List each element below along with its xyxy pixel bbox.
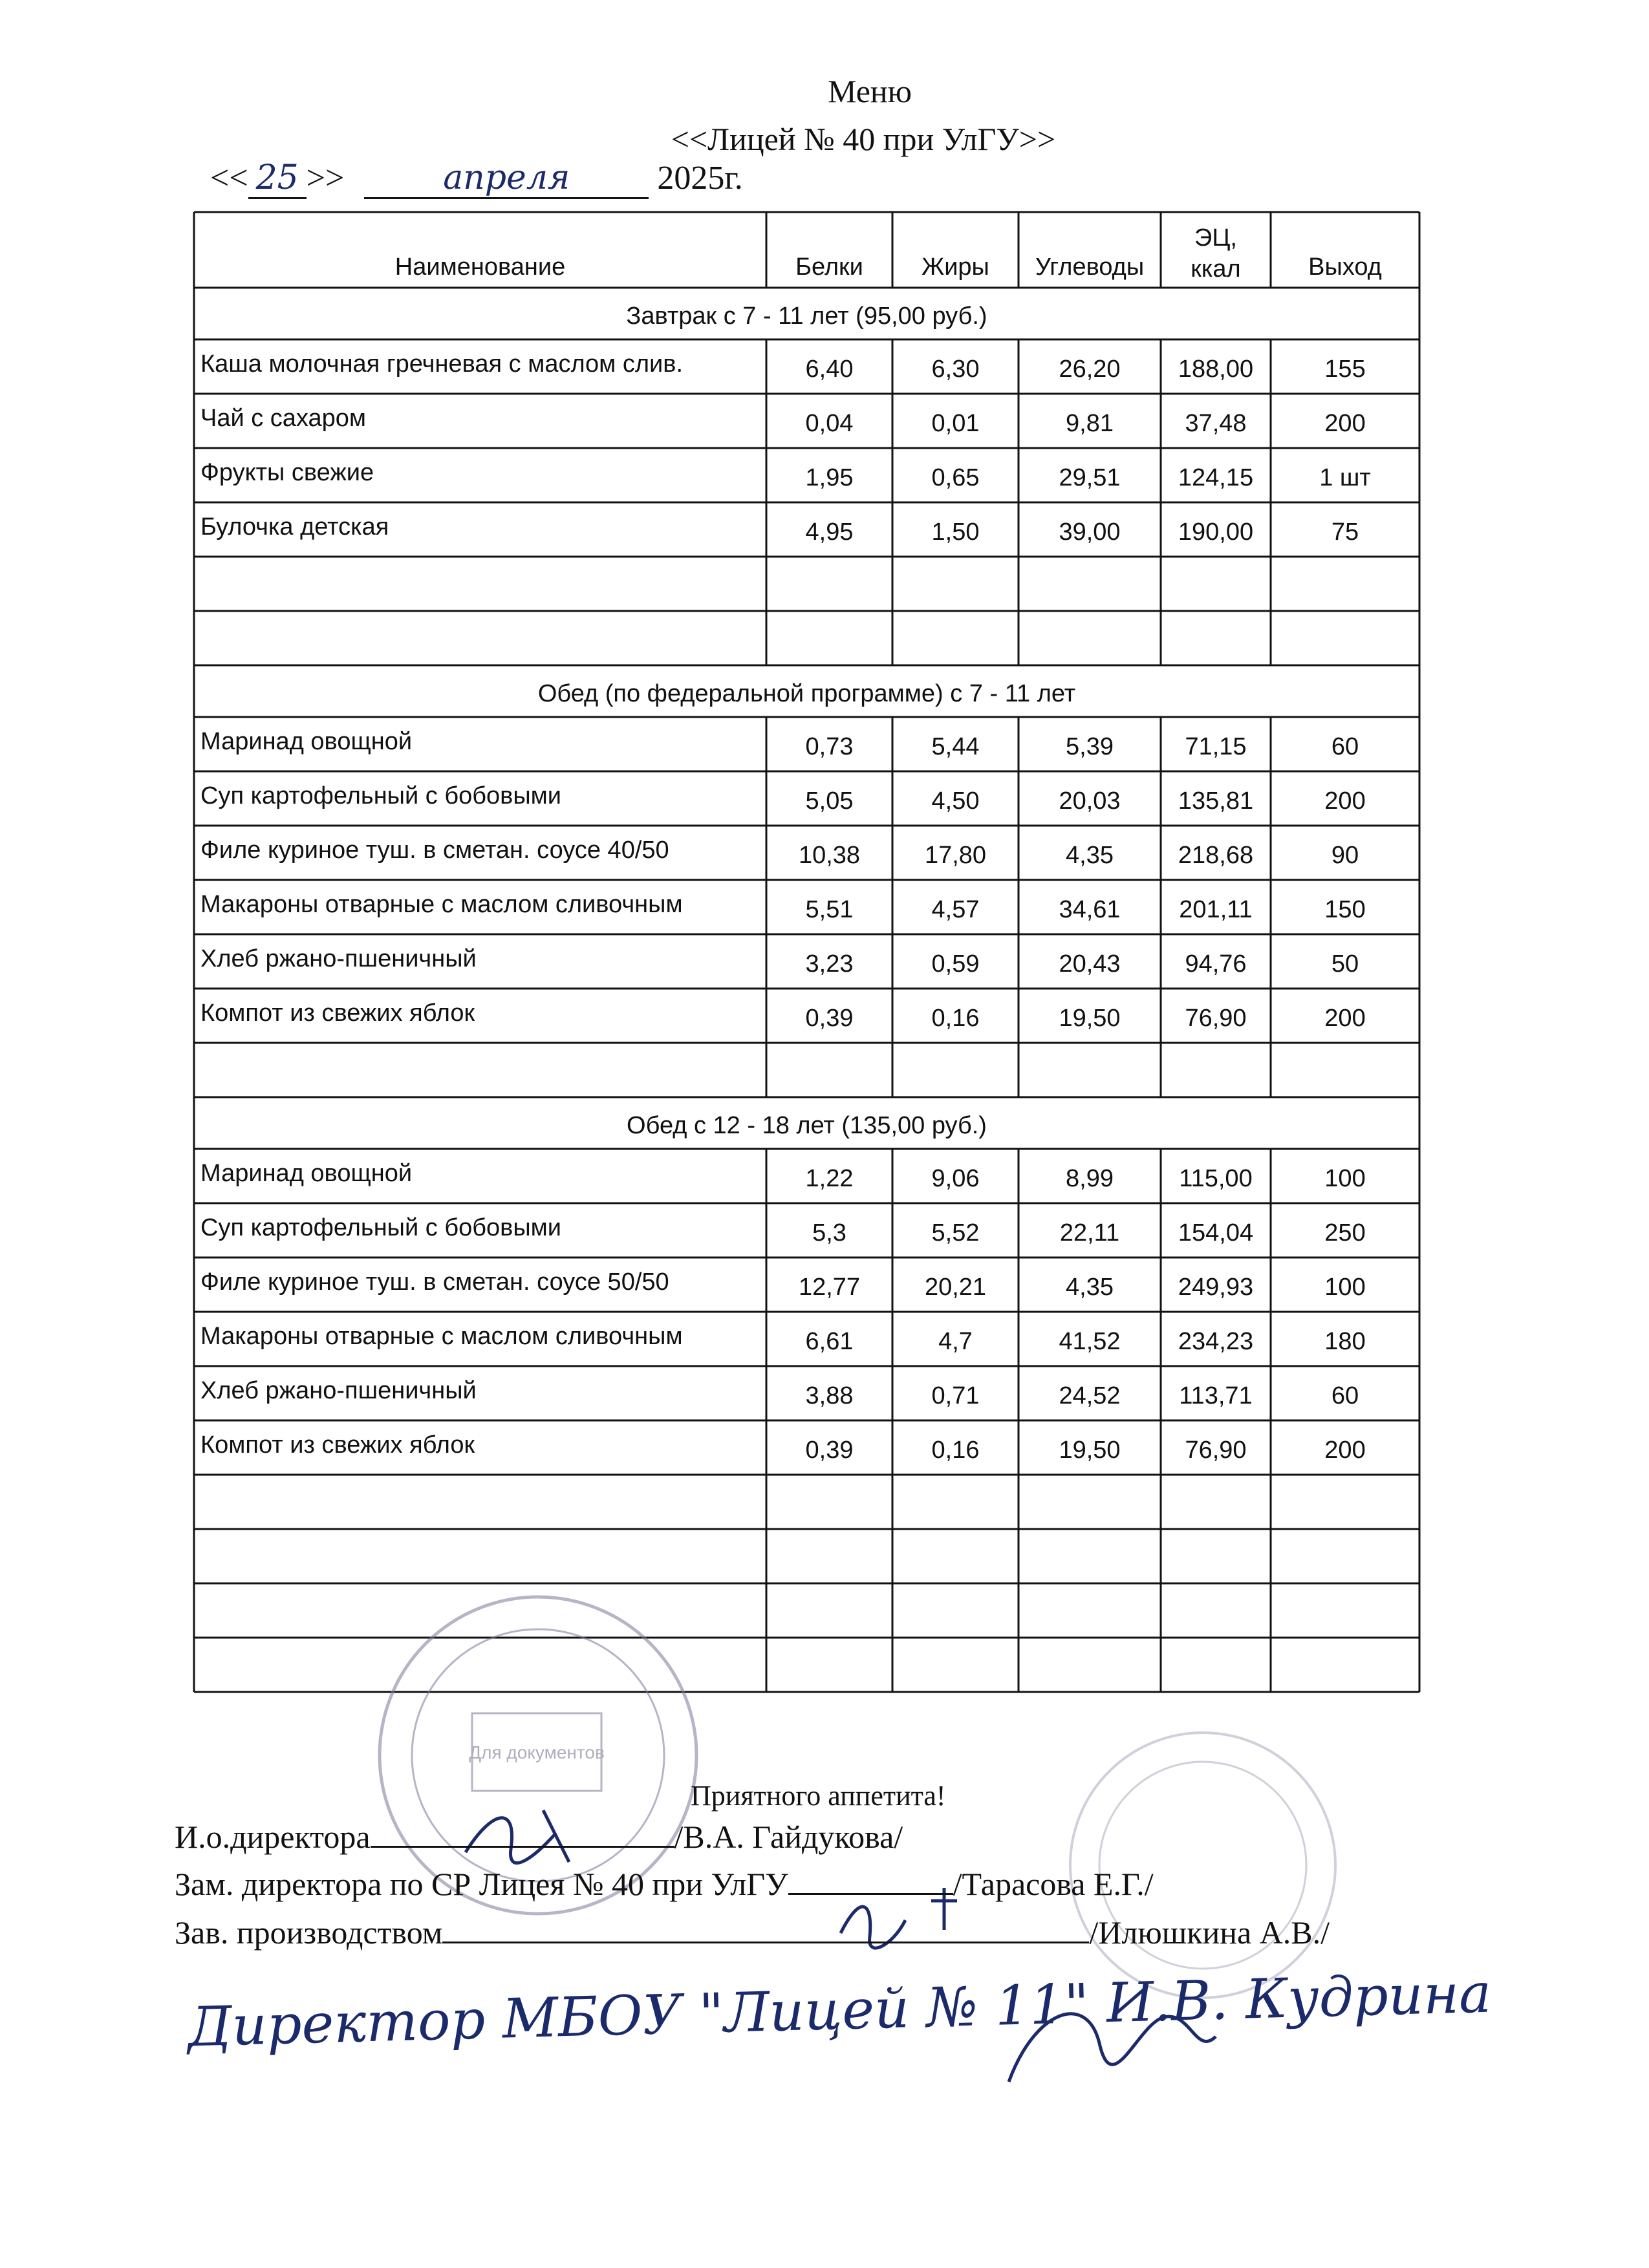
nutrition-value: 5,39 xyxy=(1066,733,1114,760)
nutrition-value: 100 xyxy=(1324,1165,1366,1192)
acting-director-name: /В.А. Гайдукова/ xyxy=(674,1819,903,1855)
nutrition-value: 250 xyxy=(1324,1219,1366,1246)
nutrition-value: 20,03 xyxy=(1059,787,1121,815)
nutrition-value: 200 xyxy=(1324,410,1366,437)
nutrition-value: 4,50 xyxy=(931,787,980,815)
deputy-label: Зам. директора по СР Лицея № 40 при УлГУ xyxy=(175,1866,788,1902)
dish-name: Филе куриное туш. в сметан. соусе 40/50 xyxy=(200,837,669,864)
handwritten-note: Директор МБОУ "Лицей № 11" И.В. Кудрина xyxy=(187,1961,1493,2059)
dish-name: Макароны отварные с маслом сливочным xyxy=(200,891,683,918)
nutrition-value: 4,57 xyxy=(931,896,980,923)
nutrition-value: 12,77 xyxy=(798,1274,861,1301)
nutrition-value: 19,50 xyxy=(1059,1005,1121,1032)
nutrition-value: 4,35 xyxy=(1066,1274,1114,1301)
section-title: Обед с 12 - 18 лет (135,00 руб.) xyxy=(627,1112,987,1139)
nutrition-value: 249,93 xyxy=(1178,1274,1254,1301)
nutrition-value: 1,50 xyxy=(931,519,980,546)
nutrition-value: 20,43 xyxy=(1059,950,1121,978)
nutrition-value: 71,15 xyxy=(1185,733,1247,760)
nutrition-value: 0,04 xyxy=(805,410,854,437)
nutrition-value: 1,22 xyxy=(805,1165,854,1192)
nutrition-value: 8,99 xyxy=(1066,1165,1114,1192)
production-label: Зав. производством xyxy=(175,1914,443,1951)
nutrition-value: 60 xyxy=(1331,733,1359,760)
nutrition-value: 0,39 xyxy=(805,1005,854,1032)
nutrition-value: 201,11 xyxy=(1179,896,1253,923)
date-year: 2025г. xyxy=(657,160,743,197)
dish-name: Фрукты свежие xyxy=(200,459,374,486)
dish-name: Каша молочная гречневая с маслом слив. xyxy=(200,350,684,378)
nutrition-value: 200 xyxy=(1324,787,1366,815)
nutrition-value: 150 xyxy=(1324,896,1366,923)
nutrition-value: 3,88 xyxy=(805,1382,854,1409)
column-header-protein: Белки xyxy=(795,253,863,281)
nutrition-value: 124,15 xyxy=(1178,464,1254,491)
nutrition-value: 60 xyxy=(1331,1382,1359,1409)
nutrition-value: 26,20 xyxy=(1059,356,1121,383)
nutrition-value: 90 xyxy=(1331,842,1359,869)
signature-line xyxy=(788,1867,953,1895)
nutrition-value: 6,40 xyxy=(805,356,854,383)
nutrition-value: 24,52 xyxy=(1059,1382,1121,1409)
nutrition-value: 10,38 xyxy=(798,842,861,869)
nutrition-value: 76,90 xyxy=(1185,1005,1247,1032)
nutrition-value: 6,30 xyxy=(931,356,980,383)
dish-name: Компот из свежих яблок xyxy=(200,1431,475,1459)
nutrition-value: 9,06 xyxy=(931,1165,980,1192)
nutrition-value: 29,51 xyxy=(1059,464,1121,491)
dish-name: Суп картофельный с бобовыми xyxy=(200,782,561,809)
section-title: Завтрак с 7 - 11 лет (95,00 руб.) xyxy=(626,303,987,330)
nutrition-value: 115,00 xyxy=(1179,1165,1253,1192)
nutrition-value: 37,48 xyxy=(1185,410,1247,437)
nutrition-value: 50 xyxy=(1331,950,1359,978)
date-day: 25 xyxy=(248,158,307,199)
nutrition-value: 17,80 xyxy=(924,842,987,869)
nutrition-value: 3,23 xyxy=(805,950,854,978)
nutrition-value: 41,52 xyxy=(1059,1328,1121,1355)
production-name: /Илюшкина А.В./ xyxy=(1089,1914,1330,1951)
nutrition-value: 154,04 xyxy=(1178,1219,1254,1246)
nutrition-value: 190,00 xyxy=(1178,519,1254,546)
nutrition-value: 5,51 xyxy=(805,896,854,923)
nutrition-value: 5,05 xyxy=(805,787,854,815)
signature-line xyxy=(442,1916,1089,1943)
nutrition-value: 0,01 xyxy=(931,410,980,437)
acting-director-label: И.о.директора xyxy=(175,1819,371,1855)
footer-wish: Приятного аппетита! xyxy=(691,1780,946,1812)
nutrition-value: 1,95 xyxy=(805,464,854,491)
stamp-label: Для документов xyxy=(469,1742,605,1762)
nutrition-value: 5,52 xyxy=(931,1219,980,1246)
nutrition-value: 34,61 xyxy=(1059,896,1121,923)
nutrition-value: 0,65 xyxy=(931,464,980,491)
nutrition-value: 180 xyxy=(1324,1328,1366,1355)
column-header-kcal: ккал xyxy=(1191,255,1241,283)
deputy-name: /Тарасова Е.Г./ xyxy=(953,1866,1154,1902)
signature-line xyxy=(371,1820,674,1848)
dish-name: Суп картофельный с бобовыми xyxy=(200,1214,561,1241)
column-header-energy: ЭЦ, xyxy=(1194,224,1237,251)
column-header-yield: Выход xyxy=(1308,253,1382,281)
nutrition-value: 1 шт xyxy=(1319,464,1371,491)
dish-name: Макароны отварные с маслом сливочным xyxy=(200,1323,683,1350)
nutrition-value: 113,71 xyxy=(1179,1382,1253,1409)
nutrition-value: 4,35 xyxy=(1066,842,1114,869)
nutrition-value: 5,44 xyxy=(931,733,980,760)
nutrition-value: 188,00 xyxy=(1178,356,1254,383)
nutrition-value: 200 xyxy=(1324,1437,1366,1464)
school-name: <<Лицей № 40 при УлГУ>> xyxy=(671,121,1056,157)
nutrition-value: 76,90 xyxy=(1185,1437,1247,1464)
dish-name: Компот из свежих яблок xyxy=(200,1000,475,1027)
dish-name: Маринад овощной xyxy=(200,728,413,755)
nutrition-value: 20,21 xyxy=(924,1274,987,1301)
nutrition-value: 4,7 xyxy=(938,1328,973,1355)
nutrition-value: 0,59 xyxy=(931,950,980,978)
nutrition-value: 5,3 xyxy=(812,1219,846,1246)
production-line xyxy=(175,1914,1330,1951)
date-close: >> xyxy=(306,160,345,197)
date-month: апреля xyxy=(364,158,649,199)
dish-name: Булочка детская xyxy=(200,513,389,540)
column-header-fat: Жиры xyxy=(921,253,989,281)
nutrition-value: 0,16 xyxy=(931,1005,980,1032)
nutrition-value: 0,73 xyxy=(805,733,854,760)
nutrition-value: 19,50 xyxy=(1059,1437,1121,1464)
nutrition-value: 9,81 xyxy=(1066,410,1114,437)
date-open: << xyxy=(210,160,248,197)
nutrition-value: 218,68 xyxy=(1178,842,1254,869)
nutrition-value: 75 xyxy=(1331,519,1359,546)
section-title: Обед (по федеральной программе) с 7 - 11 лет xyxy=(537,680,1076,707)
nutrition-value: 6,61 xyxy=(805,1328,854,1355)
nutrition-value: 22,11 xyxy=(1059,1219,1120,1246)
dish-name: Хлеб ржано-пшеничный xyxy=(200,1377,477,1404)
column-header-name: Наименование xyxy=(394,253,566,281)
nutrition-value: 0,39 xyxy=(805,1437,854,1464)
nutrition-value: 234,23 xyxy=(1178,1328,1254,1355)
dish-name: Чай с сахаром xyxy=(200,405,367,432)
column-header-carbs: Углеводы xyxy=(1035,253,1145,281)
nutrition-value: 200 xyxy=(1324,1005,1366,1032)
nutrition-value: 4,95 xyxy=(805,519,854,546)
menu-title: Меню xyxy=(827,73,912,109)
nutrition-value: 94,76 xyxy=(1185,950,1247,978)
dish-name: Маринад овощной xyxy=(200,1160,413,1187)
nutrition-value: 0,71 xyxy=(931,1382,980,1409)
dish-name: Хлеб ржано-пшеничный xyxy=(200,945,477,972)
deputy-line xyxy=(175,1865,1154,1903)
nutrition-value: 39,00 xyxy=(1059,519,1121,546)
dish-name: Филе куриное туш. в сметан. соусе 50/50 xyxy=(200,1268,669,1296)
nutrition-value: 135,81 xyxy=(1178,787,1254,815)
nutrition-value: 155 xyxy=(1324,356,1366,383)
nutrition-value: 100 xyxy=(1324,1274,1366,1301)
acting-director-line xyxy=(175,1818,903,1856)
nutrition-value: 0,16 xyxy=(931,1437,980,1464)
